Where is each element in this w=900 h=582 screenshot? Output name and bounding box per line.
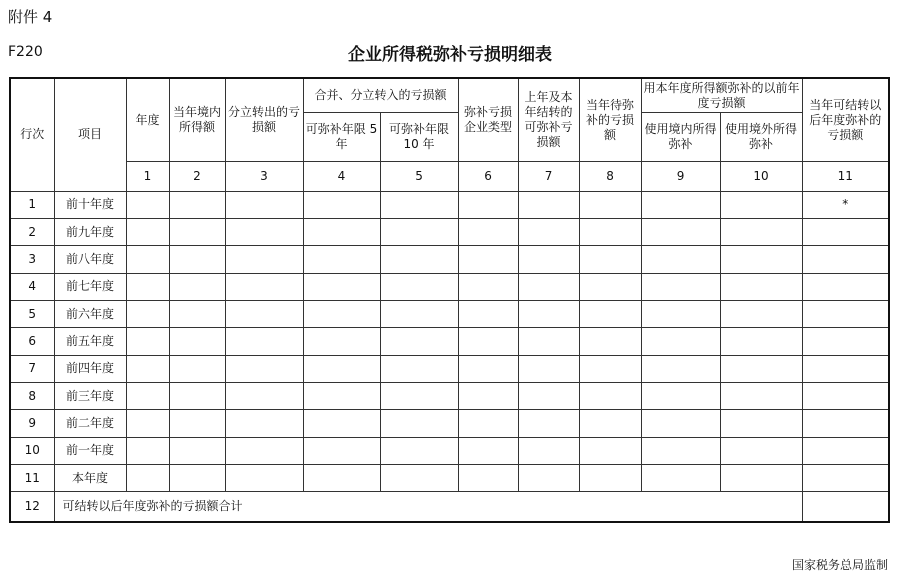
cell-col-7[interactable] — [518, 300, 579, 327]
cell-col-1[interactable] — [126, 218, 169, 245]
row-number: 4 — [10, 273, 54, 300]
row-item: 前一年度 — [54, 437, 126, 464]
cell-col-2[interactable] — [169, 465, 225, 492]
form-code: F220 — [8, 44, 43, 60]
cell-col-2[interactable] — [169, 328, 225, 355]
cell-col-5[interactable] — [380, 218, 458, 245]
cell-col-4[interactable] — [303, 273, 380, 300]
cell-col-4[interactable] — [303, 246, 380, 273]
table-row — [10, 218, 889, 245]
header-split-out: 分立转出的亏损额 — [225, 78, 303, 162]
cell-col-5[interactable] — [380, 410, 458, 437]
cell-col-9[interactable] — [641, 355, 720, 382]
table-row — [10, 246, 889, 273]
loss-table — [9, 77, 890, 523]
cell-col-4[interactable] — [303, 383, 380, 410]
col-number-7: 7 — [518, 162, 579, 191]
cell-col-9[interactable] — [641, 410, 720, 437]
cell-col-5[interactable] — [380, 383, 458, 410]
cell-col-1[interactable] — [126, 465, 169, 492]
cell-col-8[interactable] — [579, 246, 641, 273]
cell-col-2[interactable] — [169, 437, 225, 464]
cell-col-2[interactable] — [169, 273, 225, 300]
cell-col-3[interactable] — [225, 437, 303, 464]
table-row — [10, 355, 889, 382]
cell-col-2[interactable] — [169, 410, 225, 437]
row-item: 前三年度 — [54, 383, 126, 410]
cell-col-9[interactable] — [641, 465, 720, 492]
table-row — [10, 328, 889, 355]
cell-col-8[interactable] — [579, 355, 641, 382]
cell-col-6[interactable] — [458, 273, 518, 300]
row-item: 前八年度 — [54, 246, 126, 273]
row-number: 2 — [10, 218, 54, 245]
row-number: 10 — [10, 437, 54, 464]
header-limit-5: 可弥补年限 5 年 — [303, 113, 380, 162]
cell-col-4[interactable] — [303, 300, 380, 327]
row-item: 前六年度 — [54, 300, 126, 327]
col-number-3: 3 — [225, 162, 303, 191]
table-row — [10, 383, 889, 410]
cell-col-10[interactable] — [720, 328, 802, 355]
cell-col-11[interactable] — [802, 246, 889, 273]
cell-col-9[interactable] — [641, 437, 720, 464]
table-row — [10, 191, 889, 218]
cell-col-6[interactable] — [458, 355, 518, 382]
col-number-10: 10 — [720, 162, 802, 191]
cell-col-2[interactable] — [169, 355, 225, 382]
footer-supervision: 国家税务总局监制 — [791, 558, 888, 572]
row-number: 6 — [10, 328, 54, 355]
cell-col-10[interactable] — [720, 273, 802, 300]
cell-col-3[interactable] — [225, 383, 303, 410]
header-merge-group: 合并、分立转入的亏损额 — [303, 78, 458, 113]
cell-col-11[interactable] — [802, 465, 889, 492]
cell-col-4[interactable] — [303, 437, 380, 464]
cell-col-9[interactable] — [641, 218, 720, 245]
header-limit-10: 可弥补年限 10 年 — [380, 113, 458, 162]
table-row — [10, 273, 889, 300]
cell-col-9[interactable] — [641, 300, 720, 327]
col-number-5: 5 — [380, 162, 458, 191]
col-number-8: 8 — [579, 162, 641, 191]
table-row — [10, 437, 889, 464]
col-number-11: 11 — [802, 162, 889, 191]
header-use-domestic: 使用境内所得弥补 — [641, 113, 720, 162]
cell-col-1[interactable] — [126, 328, 169, 355]
cell-col-4[interactable] — [303, 465, 380, 492]
cell-col-5[interactable] — [380, 300, 458, 327]
cell-col-8[interactable] — [579, 410, 641, 437]
cell-col-3[interactable] — [225, 410, 303, 437]
table-row — [10, 410, 889, 437]
col-number-4: 4 — [303, 162, 380, 191]
cell-col-3[interactable] — [225, 465, 303, 492]
cell-col-10[interactable] — [720, 355, 802, 382]
header-use-foreign: 使用境外所得弥补 — [720, 113, 802, 162]
row-item: 前十年度 — [54, 191, 126, 218]
header-use-group: 用本年度所得额弥补的以前年度亏损额 — [641, 78, 802, 113]
cell-col-2[interactable] — [169, 191, 225, 218]
cell-col-2[interactable] — [169, 246, 225, 273]
row-number: 8 — [10, 383, 54, 410]
cell-col-10[interactable] — [720, 300, 802, 327]
cell-col-1[interactable] — [126, 355, 169, 382]
cell-col-5[interactable] — [380, 355, 458, 382]
cell-col-2[interactable] — [169, 383, 225, 410]
header-prior-loss: 上年及本年结转的可弥补亏损额 — [518, 78, 579, 162]
header-current-to-cover: 当年待弥补的亏损额 — [579, 78, 641, 162]
cell-col-6[interactable] — [458, 218, 518, 245]
cell-col-11[interactable] — [802, 355, 889, 382]
cell-col-11[interactable] — [802, 218, 889, 245]
cell-col-7[interactable] — [518, 273, 579, 300]
cell-col-6[interactable] — [458, 465, 518, 492]
cell-col-1[interactable] — [126, 300, 169, 327]
table-row — [10, 465, 889, 492]
header-company-type: 弥补亏损企业类型 — [458, 78, 518, 162]
col-number-1: 1 — [126, 162, 169, 191]
row-number: 3 — [10, 246, 54, 273]
col-number-2: 2 — [169, 162, 225, 191]
cell-col-10[interactable] — [720, 218, 802, 245]
cell-col-5[interactable] — [380, 437, 458, 464]
cell-col-11[interactable] — [802, 300, 889, 327]
row-number: 1 — [10, 191, 54, 218]
cell-col-8[interactable] — [579, 300, 641, 327]
cell-col-6[interactable] — [458, 437, 518, 464]
cell-col-1[interactable] — [126, 191, 169, 218]
cell-col-7[interactable] — [518, 355, 579, 382]
cell-col-8[interactable] — [579, 465, 641, 492]
cell-col-3[interactable] — [225, 218, 303, 245]
cell-col-6[interactable] — [458, 383, 518, 410]
cell-col-1[interactable] — [126, 273, 169, 300]
cell-col-7[interactable] — [518, 246, 579, 273]
cell-col-11[interactable]: * — [802, 191, 889, 218]
cell-col-7[interactable] — [518, 410, 579, 437]
cell-col-5[interactable] — [380, 273, 458, 300]
header-item: 项目 — [54, 78, 126, 191]
cell-col-10[interactable] — [720, 410, 802, 437]
row-number: 7 — [10, 355, 54, 382]
cell-col-7[interactable] — [518, 191, 579, 218]
cell-col-2[interactable] — [169, 218, 225, 245]
cell-col-3[interactable] — [225, 191, 303, 218]
cell-col-11[interactable] — [802, 383, 889, 410]
cell-col-9[interactable] — [641, 191, 720, 218]
cell-col-9[interactable] — [641, 328, 720, 355]
cell-col-1[interactable] — [126, 437, 169, 464]
cell-col-3[interactable] — [225, 355, 303, 382]
cell-col-8[interactable] — [579, 328, 641, 355]
row-item: 本年度 — [54, 465, 126, 492]
row-item: 前二年度 — [54, 410, 126, 437]
cell-col-11[interactable] — [802, 328, 889, 355]
cell-col-10[interactable] — [720, 383, 802, 410]
row-number: 11 — [10, 465, 54, 492]
cell-col-4[interactable] — [303, 218, 380, 245]
total-row-cell[interactable] — [802, 492, 889, 522]
table-row — [10, 300, 889, 327]
col-number-6: 6 — [458, 162, 518, 191]
cell-col-5[interactable] — [380, 328, 458, 355]
cell-col-10[interactable] — [720, 191, 802, 218]
header-row-num: 行次 — [10, 78, 54, 191]
cell-col-8[interactable] — [579, 273, 641, 300]
cell-col-5[interactable] — [380, 191, 458, 218]
cell-col-6[interactable] — [458, 328, 518, 355]
row-item: 前四年度 — [54, 355, 126, 382]
row-item: 前九年度 — [54, 218, 126, 245]
cell-col-11[interactable] — [802, 410, 889, 437]
cell-col-5[interactable] — [380, 465, 458, 492]
cell-col-9[interactable] — [641, 383, 720, 410]
cell-col-4[interactable] — [303, 355, 380, 382]
cell-col-4[interactable] — [303, 191, 380, 218]
cell-col-11[interactable] — [802, 273, 889, 300]
cell-col-8[interactable] — [579, 437, 641, 464]
cell-col-3[interactable] — [225, 273, 303, 300]
cell-col-2[interactable] — [169, 300, 225, 327]
cell-col-7[interactable] — [518, 328, 579, 355]
cell-col-10[interactable] — [720, 437, 802, 464]
cell-col-4[interactable] — [303, 328, 380, 355]
cell-col-7[interactable] — [518, 383, 579, 410]
cell-col-1[interactable] — [126, 410, 169, 437]
cell-col-1[interactable] — [126, 246, 169, 273]
header-year: 年度 — [126, 78, 169, 162]
cell-col-3[interactable] — [225, 328, 303, 355]
header-carry-forward: 当年可结转以后年度弥补的亏损额 — [802, 78, 889, 162]
row-item: 前五年度 — [54, 328, 126, 355]
col-number-9: 9 — [641, 162, 720, 191]
cell-col-3[interactable] — [225, 300, 303, 327]
row-number: 5 — [10, 300, 54, 327]
cell-col-6[interactable] — [458, 191, 518, 218]
cell-col-6[interactable] — [458, 300, 518, 327]
cell-col-11[interactable] — [802, 437, 889, 464]
cell-col-7[interactable] — [518, 465, 579, 492]
cell-col-7[interactable] — [518, 437, 579, 464]
cell-col-6[interactable] — [458, 246, 518, 273]
cell-col-9[interactable] — [641, 273, 720, 300]
cell-col-9[interactable] — [641, 246, 720, 273]
cell-col-1[interactable] — [126, 383, 169, 410]
header-current-income: 当年境内所得额 — [169, 78, 225, 162]
cell-col-5[interactable] — [380, 246, 458, 273]
cell-col-3[interactable] — [225, 246, 303, 273]
row-item: 前七年度 — [54, 273, 126, 300]
cell-col-10[interactable] — [720, 465, 802, 492]
cell-col-6[interactable] — [458, 410, 518, 437]
cell-col-8[interactable] — [579, 191, 641, 218]
attachment-label: 附件 4 — [8, 8, 53, 26]
total-row-label: 可结转以后年度弥补的亏损额合计 — [54, 492, 802, 522]
cell-col-7[interactable] — [518, 218, 579, 245]
page-title: 企业所得税弥补亏损明细表 — [348, 45, 552, 65]
cell-col-8[interactable] — [579, 218, 641, 245]
row-number: 9 — [10, 410, 54, 437]
cell-col-8[interactable] — [579, 383, 641, 410]
total-row-num: 12 — [10, 492, 54, 522]
cell-col-10[interactable] — [720, 246, 802, 273]
cell-col-4[interactable] — [303, 410, 380, 437]
